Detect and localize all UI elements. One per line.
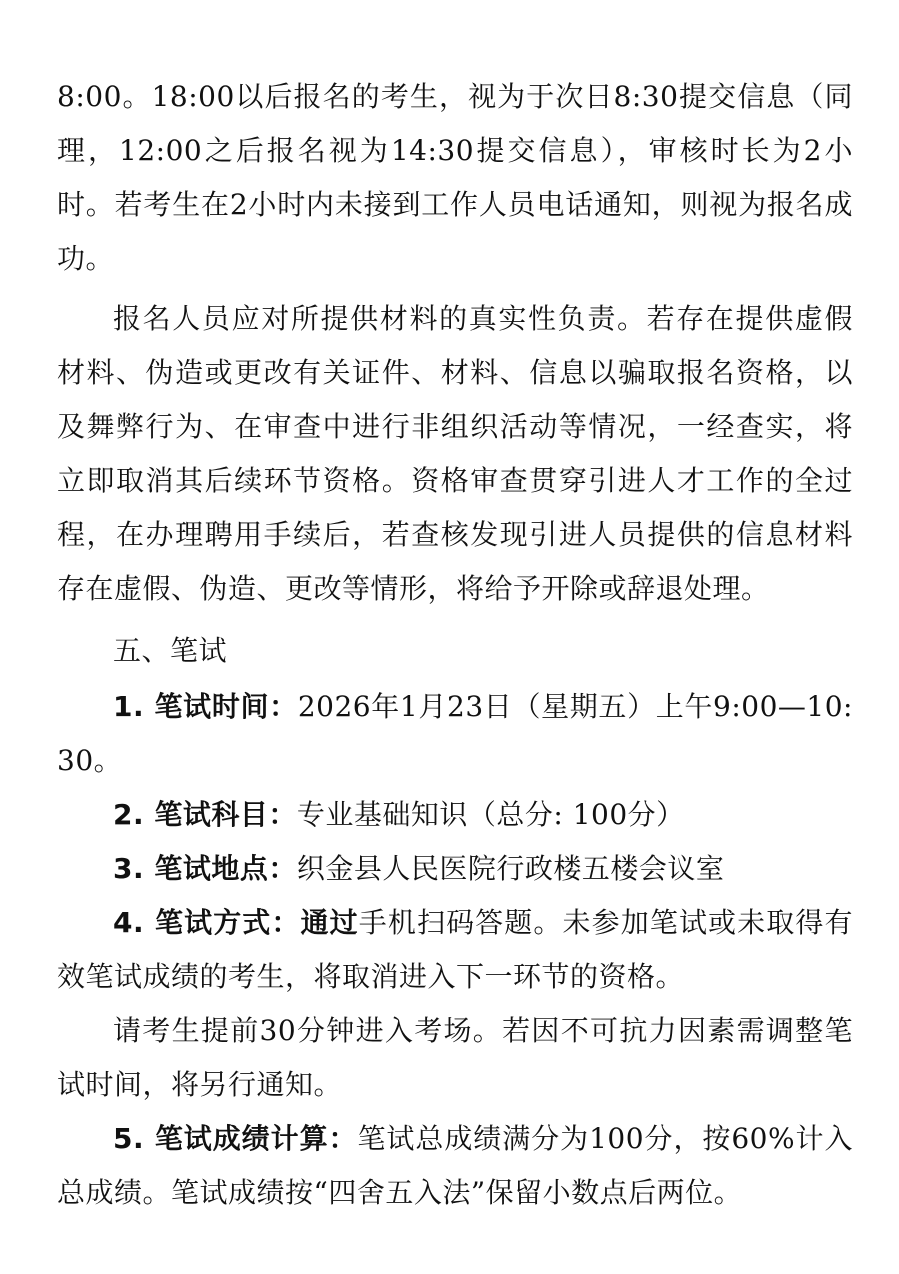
- exam-item-method: [57, 896, 853, 1004]
- exam-item-time-text: 2026年1月23日（星期五）上午9:00—10:30。: [57, 690, 853, 777]
- exam-item-method-strong: 通过: [300, 906, 359, 939]
- exam-item-method-label: 4. 笔试方式：: [113, 906, 301, 939]
- exam-item-score-label: 5. 笔试成绩计算：: [113, 1122, 358, 1155]
- section-heading-written-exam: 五、笔试: [113, 634, 228, 667]
- exam-item-location-text: 织金县人民医院行政楼五楼会议室: [296, 852, 725, 885]
- exam-note: 请考生提前30分钟进入考场。若因不可抗力因素需调整笔试时间，将另行通知。: [57, 1014, 853, 1101]
- exam-item-method-text: 手机扫码答题。未参加笔试或未取得有效笔试成绩的考生，将取消进入下一环节的资格。: [57, 906, 853, 993]
- exam-item-location-label: 3. 笔试地点：: [113, 852, 297, 885]
- document-page: [57, 70, 853, 1220]
- exam-item-time: [57, 680, 853, 788]
- paragraph-material-authenticity: 报名人员应对所提供材料的真实性负责。若存在提供虚假材料、伪造或更改有关证件、材料、信息以骗取报名资格，以及舞弊行为、在审查中进行非组织活动等情况，一经查实，将立即取消其后续环节资格。资格审查贯穿引进人才工作的全过程，在办理聘用手续后，若查核发现引进人员提供的信息材料存在虚假、伪造、更改等情形，将给予开除或辞退处理。: [57, 302, 853, 605]
- exam-item-subject-text: 专业基础知识（总分: 100分）: [296, 798, 685, 831]
- paragraph-registration-timing: 8:00。18:00以后报名的考生，视为于次日8:30提交信息（同理，12:00之后报名视为14:30提交信息），审核时长为2小时。若考生在2小时内未接到工作人员电话通知，则视为报名成功。: [57, 80, 853, 275]
- exam-item-subject: [57, 788, 853, 842]
- exam-item-time-label: 1. 笔试时间：: [113, 690, 298, 723]
- exam-item-score: [57, 1112, 853, 1220]
- exam-item-score-text: 笔试总成绩满分为100分，按60%计入总成绩。笔试成绩按“四舍五入法”保留小数点后两位。: [57, 1122, 853, 1209]
- exam-item-subject-label: 2. 笔试科目：: [113, 798, 297, 831]
- exam-item-location: [57, 842, 853, 896]
